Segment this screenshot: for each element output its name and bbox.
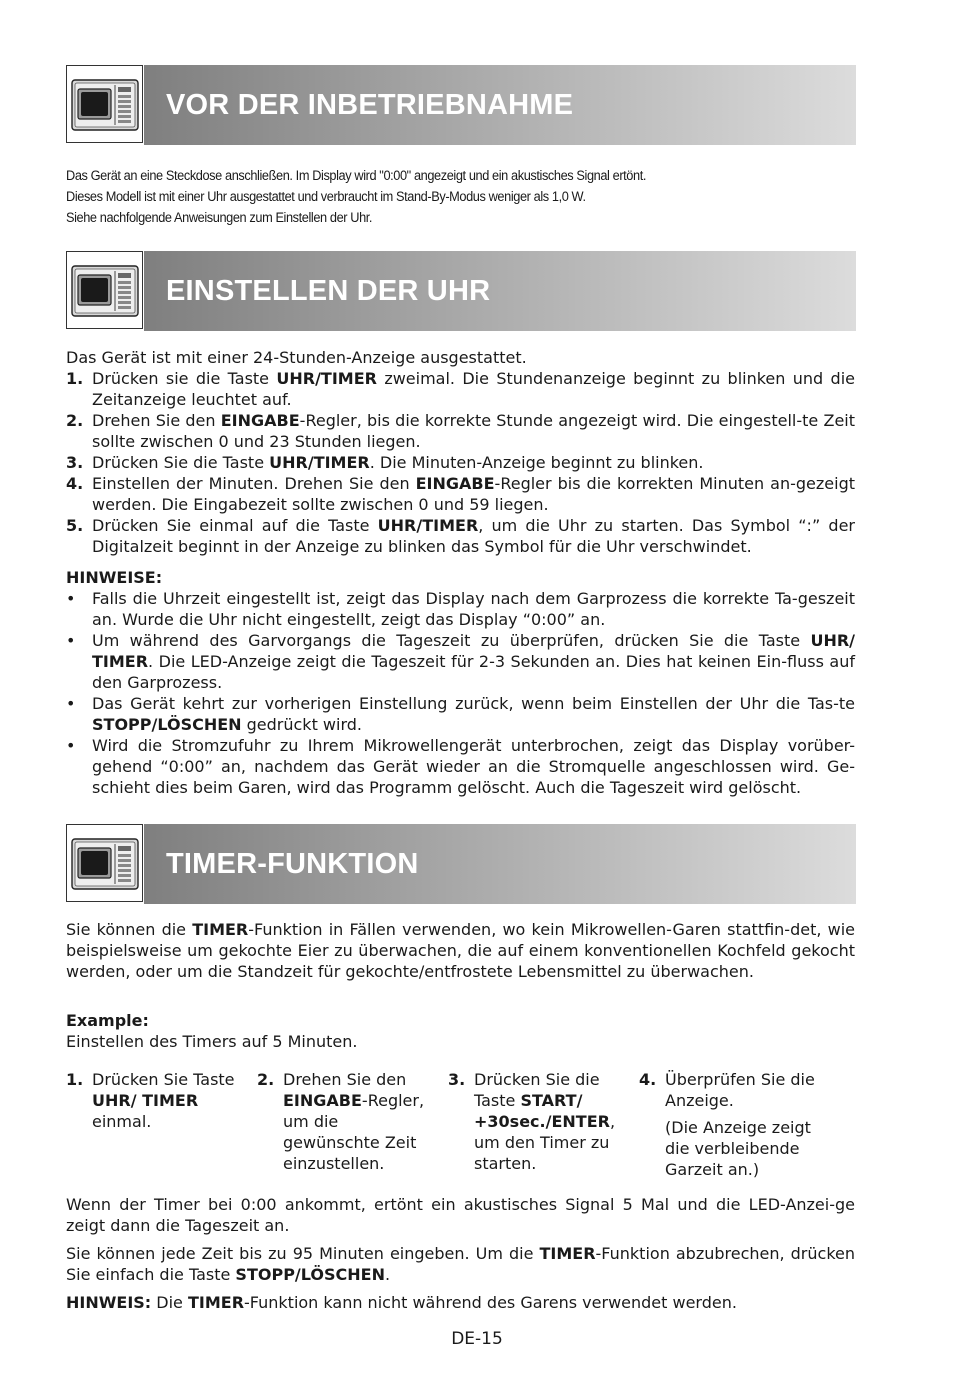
intro-line: Siehe nachfolgende Anweisungen zum Einstellen der Uhr. [66,210,373,226]
microwave-icon [70,78,140,132]
clock-steps-list [66,368,855,557]
text: Um während des Garvorgangs die Tageszeit zu überprüfen, drücken Sie die Taste [92,631,811,650]
text: Einstellen der Minuten. Drehen Sie den [92,474,416,493]
list-item [66,368,855,410]
step-number: 4. [639,1070,657,1089]
section-header-clock [66,251,856,331]
step-number: 1. [66,369,84,388]
text: Drücken Sie einmal auf die Taste [92,516,378,535]
text: Sie können jede Zeit bis zu 95 Minuten eingeben. Um die [66,1244,540,1263]
text: gedrückt wird. [241,715,362,734]
bold-text: UHR/TIMER [377,516,479,535]
text: Sie können die [66,920,193,939]
bold-text: UHR/TIMER [269,453,370,472]
text: , um die Uhr zu starten. Das Symbol “:” der Digitalzeit beginnt in der Anzeige zu blinken das Symbol für die Uhr verschwindet. [92,516,855,556]
section-header-timer [66,824,856,904]
step-number: 2. [66,411,84,430]
step-number: 3. [448,1070,466,1089]
bold-text: TIMER [192,920,249,939]
notes-heading: HINWEISE: [66,568,163,587]
before-use-text [66,166,786,229]
timer-after-1: Wenn der Timer bei 0:00 ankommt, ertönt ein akustisches Signal 5 Mal und die LED-Anzei-ge zeigt dann die Tageszeit an. [66,1195,855,1235]
timer-steps [66,1069,855,1189]
list-item [66,515,855,557]
bold-text: START/ +30sec./ENTER [474,1091,610,1131]
section-title-bar [144,251,856,331]
page-number: DE-15 [451,1329,503,1349]
text: -Regler, um die gewünschte Zeit einzustellen. [283,1091,425,1173]
bold-text: TIMER [539,1244,596,1263]
list-item [66,588,855,630]
intro-line: Dieses Modell ist mit einer Uhr ausgestattet und verbraucht im Stand-By-Modus weniger als 1,0 W. [66,189,586,205]
microwave-icon [70,837,140,891]
step-text [92,1069,241,1132]
bold-text: UHR/TIMER [276,369,377,388]
bold-text: EINGABE [283,1091,362,1110]
text: Die [151,1293,188,1312]
timer-step [448,1069,623,1174]
bullet: • [66,694,76,713]
timer-after-text [66,1194,855,1313]
list-item [66,473,855,515]
text: Das Gerät kehrt zur vorherigen Einstellung zurück, wenn beim Einstellen der Uhr die Tas-te [92,694,855,713]
microwave-icon [70,264,140,318]
text: Überprüfen Sie die Anzeige. [665,1070,815,1110]
clock-intro: Das Gerät ist mit einer 24-Stunden-Anzeige ausgestattet. [66,348,527,367]
intro-line: Das Gerät an eine Steckdose anschließen. Im Display wird "0:00" angezeigt und ein akustisches Signal ertönt. [66,168,646,184]
bold-text: STOPP/LÖSCHEN [235,1265,385,1284]
clock-section-body [66,347,855,798]
microwave-icon-box [66,251,143,329]
step-number: 4. [66,474,84,493]
list-item [66,630,855,693]
timer-step [66,1069,241,1132]
step-text [283,1069,432,1174]
text: -Funktion abzubrechen, drücken Sie einfach die Taste [66,1244,855,1284]
list-item [66,410,855,452]
example-heading: Example: [66,1011,149,1030]
text: Wird die Stromzufuhr zu Ihrem Mikrowellengerät unterbrochen, zeigt das Display vorüber-gehend “0:00” an, nachdem das Gerät wieder an die Stromquelle angeschlossen wird. Ge-schieht dies beim Garen, wird das Programm gelöscht. Auch die Tageszeit wird gelöscht. [92,736,855,797]
microwave-icon-box [66,824,143,902]
step-extra: (Die Anzeige zeigt die verbleibende Garzeit an.) [665,1118,811,1179]
bold-text: UHR/ TIMER [92,631,855,671]
section-title-bar [144,65,856,145]
timer-step [639,1069,829,1180]
text: Drücken Sie Taste [92,1070,235,1089]
step-number: 5. [66,516,84,535]
timer-step [257,1069,432,1174]
list-item [66,735,855,798]
clock-notes-list [66,588,855,798]
microwave-icon-box [66,65,143,143]
list-item [66,452,855,473]
timer-intro [66,919,855,982]
text: Falls die Uhrzeit eingestellt ist, zeigt das Display nach dem Garprozess die korrekte Ta-geszeit an. Wurde die Uhr nicht eingestellt, zeigt das Display “0:00” an. [92,589,855,629]
step-text [474,1069,623,1174]
text: , um den Timer zu starten. [474,1112,616,1173]
step-number: 2. [257,1070,275,1089]
text: Drehen Sie den [283,1070,407,1089]
bullet: • [66,736,76,755]
text: Drücken sie die Taste [92,369,277,388]
step-text [665,1069,829,1111]
bullet: • [66,631,76,650]
step-number: 3. [66,453,84,472]
text: -Funktion kann nicht während des Garens verwendet werden. [244,1293,737,1312]
bold-text: HINWEIS: [66,1293,152,1312]
bold-text: EINGABE [220,411,300,430]
timer-example [66,1010,855,1052]
bold-text: STOPP/LÖSCHEN [92,715,242,734]
text: . [384,1265,391,1284]
list-item [66,693,855,735]
text: -Regler bis die korrekten Minuten an-gezeigt werden. Die Eingabezeit sollte zwischen 0 und 59 liegen. [92,474,856,514]
section-title: EINSTELLEN DER UHR [166,275,491,307]
text: . Die Minuten-Anzeige beginnt zu blinken. [369,453,704,472]
timer-after-2 [66,1243,855,1285]
text: Drücken Sie die Taste [92,453,270,472]
section-title: TIMER-FUNKTION [166,848,419,880]
bold-text: UHR/ TIMER [92,1091,199,1110]
bold-text: EINGABE [415,474,495,493]
text: -Regler, bis die korrekte Stunde angezeigt wird. Die eingestell-te Zeit sollte zwischen 0 und 23 Stunden liegen. [92,411,855,451]
section-title-bar [144,824,856,904]
text: zweimal. Die Stundenanzeige beginnt zu blinken und die Zeitanzeige leuchtet auf. [92,369,856,409]
text: Drehen Sie den [92,411,221,430]
text: einmal. [92,1112,152,1131]
text: -Funktion in Fällen verwenden, wo kein Mikrowellen-Garen stattfin-det, wie beispielsweise um gekochte Eier zu überwachen, die auf einem konventionellen Kochfeld gekocht werden, oder um die Standzeit für gekochte/entfrostete Lebensmittel zu überwachen. [66,920,856,981]
timer-note [66,1292,855,1313]
example-text: Einstellen des Timers auf 5 Minuten. [66,1032,358,1051]
bullet: • [66,589,76,608]
text: . Die LED-Anzeige zeigt die Tageszeit für 2-3 Sekunden an. Dies hat keinen Ein-fluss auf den Garprozess. [92,652,855,692]
bold-text: TIMER [187,1293,245,1312]
text: Drücken Sie die Taste [474,1070,600,1110]
section-header-before-use [66,65,856,145]
step-number: 1. [66,1070,84,1089]
section-title: VOR DER INBETRIEBNAHME [166,89,574,121]
